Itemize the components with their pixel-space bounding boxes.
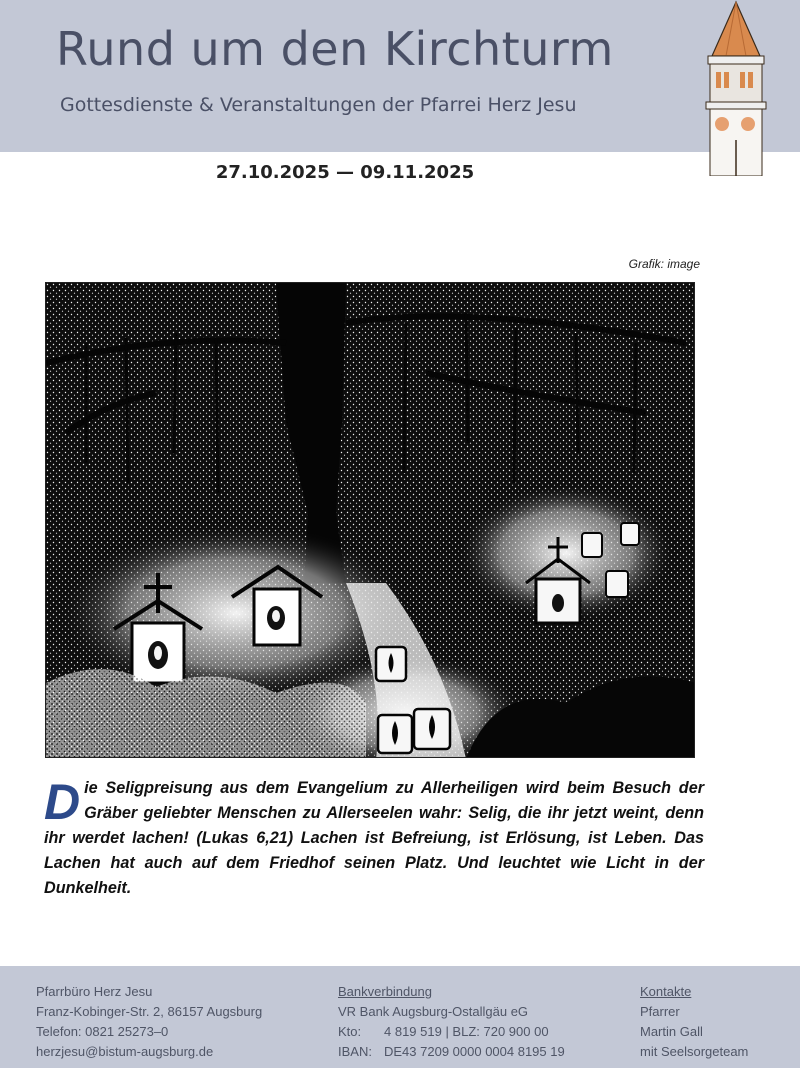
bank-kto-line [338,1022,565,1042]
bank-iban-line [338,1042,565,1062]
quote-text: ie Seligpreisung aus dem Evangelium zu Allerheiligen wird beim Besuch der Gräber geliebter Menschen zu Allerseelen wahr: Selig, die ihr jetzt weint, denn ihr werdet lachen! (Lukas 6,21) Lachen ist Befreiung, ist Erlösung, ist Leben. Das Lachen hat auch auf dem Friedhof seinen Platz. Und leuchtet wie Licht in der Dunkelheit. [44,779,704,897]
date-range: 27.10.2025 — 09.11.2025 [215,162,475,183]
drop-cap-letter: D [44,774,81,830]
graveyard-illustration [45,282,695,758]
footer-band [0,966,800,1068]
iban-value: DE43 7209 0000 0004 8195 19 [384,1044,565,1059]
office-email[interactable]: herzjesu@bistum-augsburg.de [36,1044,214,1059]
footer-contacts [640,982,748,1062]
office-phone: Telefon: 0821 25273–0 [36,1024,169,1039]
bank-heading: Bankverbindung [338,984,432,999]
image-credit: Grafik: image [628,257,700,271]
footer-bank [338,982,565,1062]
footer-office [36,982,262,1062]
church-tower-logo [696,0,776,176]
header-band [0,0,800,152]
kto-value: 4 819 519 | BLZ: 720 900 00 [384,1024,549,1039]
bank-name: VR Bank Augsburg-Ostallgäu eG [338,1004,529,1019]
contact-team: mit Seelsorgeteam [640,1044,749,1059]
office-address: Franz-Kobinger-Str. 2, 86157 Augsburg [36,1004,263,1019]
contact-role: Pfarrer [640,1004,680,1019]
office-name: Pfarrbüro Herz Jesu [36,984,153,999]
page-subtitle: Gottesdienste & Veranstaltungen der Pfarrei Herz Jesu [60,94,577,116]
iban-label: IBAN: [338,1044,372,1059]
kto-label: Kto: [338,1024,362,1039]
contact-name: Martin Gall [640,1024,703,1039]
page-title: Rund um den Kirchturm [56,22,614,76]
contacts-heading: Kontakte [640,984,692,999]
quote-paragraph [44,776,704,901]
